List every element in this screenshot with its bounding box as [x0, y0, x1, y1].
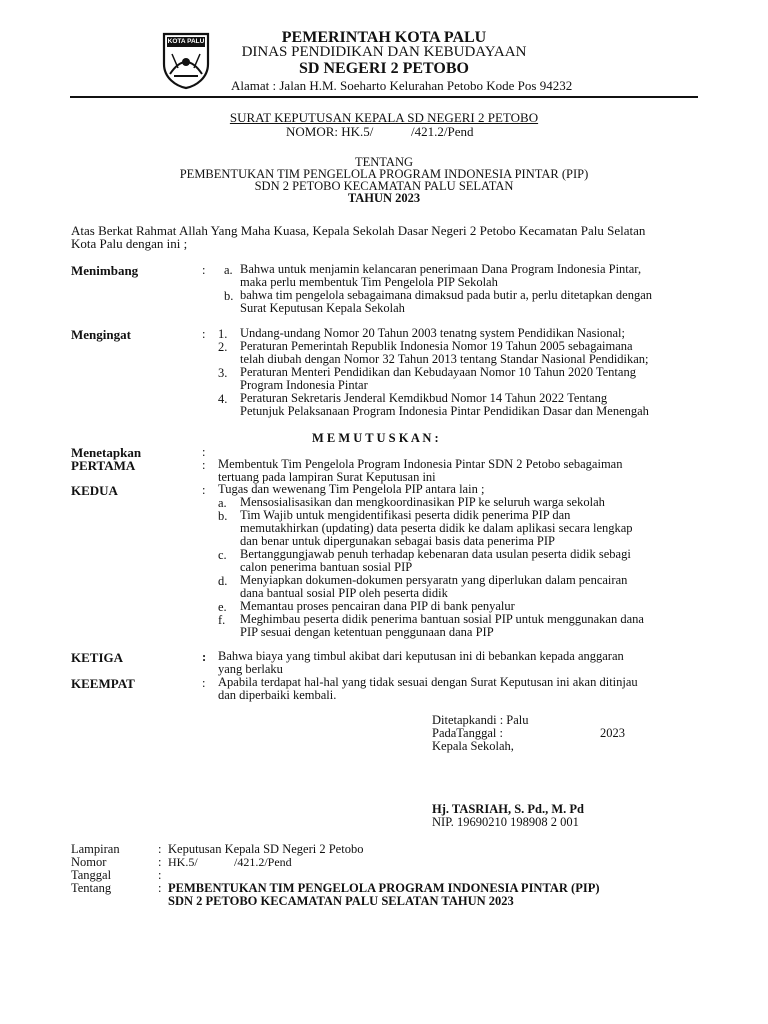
kedua-d-line-2: dana bantual sosial PIP oleh peserta didik: [240, 586, 448, 600]
header-title-1: PEMERINTAH KOTA PALU: [281, 29, 487, 46]
menimbang-colon: :: [202, 263, 206, 277]
mengingat-3-line-2: Program Indonesia Pintar: [240, 378, 368, 392]
mengingat-2-line-1: Peraturan Pemerintah Republik Indonesia Nomor 19 Tahun 2005 sebagaimana: [240, 339, 633, 353]
lampiran-tentang-line-1: PEMBENTUKAN TIM PENGELOLA PROGRAM INDONESIA PINTAR (PIP): [168, 881, 600, 895]
mengingat-3-line-1: Peraturan Menteri Pendidikan dan Kebudayaan Nomor 10 Tahun 2020 Tentang: [240, 365, 636, 379]
kedua-c-line-1: Bertanggungjawab penuh terhadap kebenaran data usulan peserta didik sebagi: [240, 547, 631, 561]
kedua-e: Memantau proses pencairan dana PIP di bank penyalur: [240, 599, 515, 613]
kedua-b-line-1: Tim Wajib untuk mengidentifikasi peserta didik penerima PIP dan: [240, 508, 571, 522]
ketiga-line-2: yang berlaku: [218, 662, 283, 676]
kedua-intro: Tugas dan wewenang Tim Pengelola PIP antara lain ;: [218, 482, 485, 496]
lampiran-tentang-label: Tentang: [71, 881, 112, 895]
kedua-label: KEDUA: [71, 483, 118, 498]
kedua-b-marker: b.: [218, 509, 228, 523]
decree-about: TENTANG: [354, 155, 413, 169]
kedua-a-marker: a.: [218, 496, 227, 510]
signature-year: 2023: [600, 726, 625, 740]
signature-place: Ditetapkandi : Palu: [432, 713, 529, 727]
menetapkan-label: Menetapkan: [71, 445, 142, 460]
mengingat-4-marker: 4.: [218, 392, 228, 406]
kedua-b-line-3: dan benar untuk dipergunakan sebagai basis data penerima PIP: [240, 534, 555, 548]
lampiran-value: Keputusan Kepala SD Negeri 2 Petobo: [168, 842, 364, 856]
menimbang-a-marker: a.: [224, 263, 233, 277]
kedua-d-marker: d.: [218, 574, 228, 588]
ketiga-label: KETIGA: [71, 650, 124, 665]
mengingat-4-line-1: Peraturan Sekretaris Jenderal Kemdikbud Nomor 14 Tahun 2022 Tentang: [240, 391, 608, 405]
mengingat-1-marker: 1.: [218, 327, 228, 341]
kedua-f-line-2: PIP sesuai dengan ketentuan penggunaan dana PIP: [240, 625, 494, 639]
keempat-line-1: Apabila terdapat hal-hal yang tidak sesuai dengan Surat Keputusan ini akan ditinjau: [218, 675, 638, 689]
signature-name: Hj. TASRIAH, S. Pd., M. Pd: [432, 802, 584, 816]
mengingat-4-line-2: Petunjuk Pelaksanaan Program Indonesia Pintar Pendidikan Dasar dan Menengah: [240, 404, 649, 418]
kedua-colon: :: [202, 483, 206, 497]
pertama-line-2: tertuang pada lampiran Surat Keputusan ini: [218, 470, 436, 484]
mengingat-2-marker: 2.: [218, 340, 228, 354]
pertama-label: PERTAMA: [71, 458, 136, 473]
lampiran-tentang-colon: :: [158, 881, 162, 895]
decree-number-suffix: /421.2/Pend: [411, 124, 474, 139]
kedua-f-line-1: Meghimbau peserta didik penerima bantuan sosial PIP untuk menggunakan dana: [240, 612, 644, 626]
menimbang-a-line-1: Bahwa untuk menjamin kelancaran penerimaan Dana Program Indonesia Pintar,: [240, 262, 642, 276]
kedua-c-marker: c.: [218, 548, 227, 562]
menimbang-b-line-2: Surat Keputusan Kepala Sekolah: [240, 301, 405, 315]
mengingat-label: Mengingat: [71, 327, 131, 342]
logo-text: KOTA PALU: [167, 38, 205, 45]
menimbang-label: Menimbang: [71, 263, 139, 278]
lampiran-colon: :: [158, 842, 162, 856]
kedua-c-line-2: calon penerima bantuan sosial PIP: [240, 560, 413, 574]
lampiran-nomor-suffix: /421.2/Pend: [234, 855, 292, 869]
header-address: Alamat : Jalan H.M. Soeharto Kelurahan Petobo Kode Pos 94232: [231, 78, 573, 93]
kedua-e-marker: e.: [218, 600, 227, 614]
keempat-label: KEEMPAT: [71, 676, 135, 691]
keempat-colon: :: [202, 676, 206, 690]
mengingat-colon: :: [202, 327, 206, 341]
memutuskan-heading: M E M U T U S K A N :: [312, 431, 439, 445]
preamble-line-1: Atas Berkat Rahmat Allah Yang Maha Kuasa, Kepala Sekolah Dasar Negeri 2 Petobo Kecamatan Palu Selatan: [71, 223, 646, 238]
ketiga-colon: :: [202, 650, 207, 664]
signature-position: Kepala Sekolah,: [432, 739, 514, 753]
decree-subject-2: SDN 2 PETOBO KECAMATAN PALU SELATAN: [254, 179, 514, 193]
lampiran-tanggal-label: Tanggal: [71, 868, 112, 882]
lampiran-label: Lampiran: [71, 842, 120, 856]
menimbang-b-marker: b.: [224, 289, 234, 303]
lampiran-nomor-value: HK.5/: [168, 855, 198, 869]
decree-number: NOMOR: HK.5/: [286, 124, 374, 139]
lampiran-tentang-line-2: SDN 2 PETOBO KECAMATAN PALU SELATAN TAHUN 2023: [168, 894, 514, 908]
signature-nip: NIP. 19690210 198908 2 001: [432, 815, 579, 829]
lampiran-tanggal-colon: :: [158, 868, 162, 882]
kedua-d-line-1: Menyiapkan dokumen-dokumen persyaratn yang diperlukan dalam pencairan: [240, 573, 628, 587]
menimbang-a-line-2: maka perlu membentuk Tim Pengelola PIP Sekolah: [240, 275, 498, 289]
header-divider: [70, 96, 698, 98]
mengingat-3-marker: 3.: [218, 366, 228, 380]
lampiran-nomor-colon: :: [158, 855, 162, 869]
menetapkan-colon: :: [202, 445, 206, 459]
kedua-f-marker: f.: [218, 613, 226, 627]
preamble-line-2: Kota Palu dengan ini ;: [71, 236, 188, 251]
signature-date-label: PadaTanggal :: [432, 726, 503, 740]
pertama-colon: :: [202, 458, 206, 472]
header-title-2: DINAS PENDIDIKAN DAN KEBUDAYAAN: [241, 44, 527, 60]
keempat-line-2: dan diperbaiki kembali.: [218, 688, 337, 702]
pertama-line-1: Membentuk Tim Pengelola Program Indonesia Pintar SDN 2 Petobo sebagaiman: [218, 457, 623, 471]
mengingat-2-line-2: telah diubah dengan Nomor 32 Tahun 2013 tentang Standar Nasional Pendidikan;: [240, 352, 649, 366]
header-title-3: SD NEGERI 2 PETOBO: [299, 60, 469, 77]
kedua-b-line-2: memutakhirkan (updating) data peserta didik ke dalam aplikasi secara lengkap: [240, 521, 633, 535]
decree-subject-3: TAHUN 2023: [347, 191, 421, 205]
decree-subject-1: PEMBENTUKAN TIM PENGELOLA PROGRAM INDONESIA PINTAR (PIP): [179, 167, 589, 181]
menimbang-b-line-1: bahwa tim pengelola sebagaimana dimaksud pada butir a, perlu ditetapkan dengan: [240, 288, 653, 302]
lampiran-nomor-label: Nomor: [71, 855, 107, 869]
mengingat-1: Undang-undang Nomor 20 Tahun 2003 tenatng system Pendidikan Nasional;: [240, 326, 625, 340]
kedua-a: Mensosialisasikan dan mengkoordinasikan PIP ke seluruh warga sekolah: [240, 495, 605, 509]
decree-title: SURAT KEPUTUSAN KEPALA SD NEGERI 2 PETOBO: [229, 110, 539, 125]
ketiga-line-1: Bahwa biaya yang timbul akibat dari keputusan ini di bebankan kepada anggaran: [218, 649, 624, 663]
